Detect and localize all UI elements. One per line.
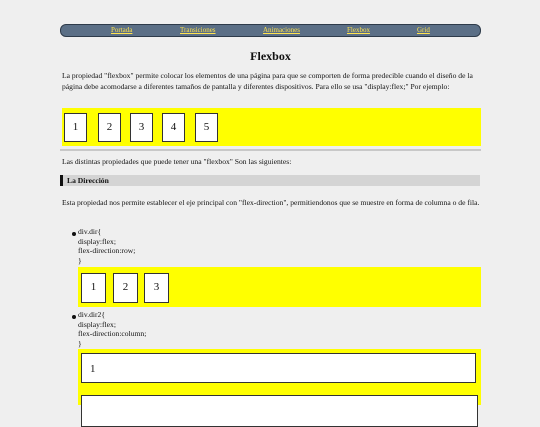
code-line: flex-direction:column; <box>78 329 147 338</box>
column-item-2 <box>81 395 478 427</box>
nav-bar <box>60 24 481 37</box>
code-line: display:flex; <box>78 319 116 329</box>
section-heading-direccion: La Dirección <box>60 175 480 186</box>
intro-paragraph: La propiedad "flexbox" permite colocar los elementos de una página para que se comporten de forma predecible cuando el diseño de la página debe acomodarse a diferentes tamaños de pantalla y diferentes dispositivos. Para ello se usa "display:flex;" Por ejemplo: <box>62 71 473 91</box>
code-line: flex-direction:row; <box>78 246 136 255</box>
code-snippet-column <box>78 310 146 348</box>
flex-item-2: 2 <box>98 113 121 142</box>
code-line: display:flex; <box>78 236 116 246</box>
code-snippet-row <box>78 227 135 265</box>
row-item-1: 1 <box>81 273 106 303</box>
row-item-3: 3 <box>144 273 169 303</box>
code-line: } <box>78 255 82 265</box>
nav-link-animaciones[interactable]: Animaciones <box>263 26 300 34</box>
properties-paragraph: Las distintas propiedades que puede tener una "flexbox" Son las siguientes: <box>62 157 292 166</box>
nav-link-flexbox[interactable]: Flexbox <box>347 26 370 34</box>
flex-example-container <box>62 108 481 146</box>
flex-item-4: 4 <box>162 113 185 142</box>
direction-paragraph: Esta propiedad nos permite establecer el eje principal con "flex-direction", permitiendonos que se muestre en forma de columna o de fila. <box>62 198 480 207</box>
flex-row-container <box>78 267 481 307</box>
nav-link-portada[interactable]: Portada <box>111 26 133 34</box>
code-line: div.dir2{ <box>78 310 105 319</box>
flex-column-container <box>78 349 481 405</box>
flex-item-3: 3 <box>130 113 153 142</box>
code-line: } <box>78 338 82 348</box>
flex-item-5: 5 <box>195 113 218 142</box>
divider <box>60 149 481 151</box>
code-line: div.dir{ <box>78 227 102 236</box>
row-item-2: 2 <box>113 273 138 303</box>
nav-link-grid[interactable]: Grid <box>417 26 430 34</box>
flex-item-1: 1 <box>64 113 87 142</box>
list-bullet <box>72 315 76 319</box>
page-title: Flexbox <box>250 49 291 63</box>
list-bullet <box>72 232 76 236</box>
nav-link-transiciones[interactable]: Transiciones <box>180 26 216 34</box>
column-item-1: 1 <box>81 353 476 383</box>
